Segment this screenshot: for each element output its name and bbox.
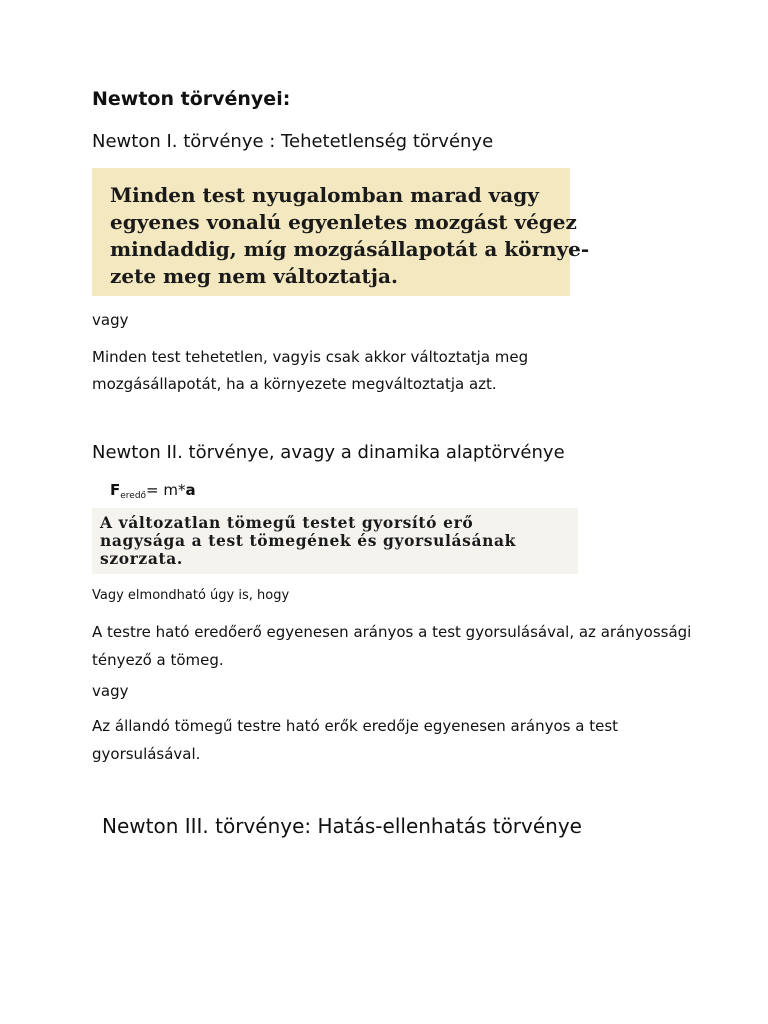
law1-or-label: vagy (92, 311, 129, 329)
law2-heading: Newton II. törvénye, avagy a dinamika alaptörvénye (92, 442, 565, 463)
formula-rest: = m* (146, 481, 186, 499)
law2-scan-line: szorzata. (100, 549, 183, 568)
formula-subscript: eredő (120, 491, 147, 501)
law2-alt-text-1: A testre ható eredőerő egyenesen arányos a test gyorsulásával, az arányossági tényező a tömeg. (92, 623, 692, 669)
law3-heading: Newton III. törvénye: Hatás-ellenhatás törvénye (102, 814, 582, 838)
law2-or-label: vagy (92, 682, 129, 700)
law2-scanned-excerpt (92, 508, 578, 574)
law2-scan-line: A változatlan tömegű testet gyorsító erő (100, 513, 474, 532)
law1-heading: Newton I. törvénye : Tehetetlenség törvénye (92, 131, 494, 152)
law1-scan-line: Minden test nyugalomban marad vagy (110, 183, 539, 207)
law1-scan-line: egyenes vonalú egyenletes mozgást végez (110, 210, 577, 234)
page-title: Newton törvényei: (92, 88, 291, 110)
formula-force-symbol: F (110, 481, 121, 499)
law1-scan-line: zete meg nem változtatja. (110, 264, 398, 288)
law1-scanned-excerpt (92, 168, 590, 296)
law2-scan-line: nagysága a test tömegének és gyorsulásának (100, 531, 516, 550)
law2-intro: Vagy elmondható úgy is, hogy (92, 588, 290, 603)
law2-formula (110, 481, 196, 501)
formula-accel: a (185, 481, 196, 499)
law2-alt-text-2: Az állandó tömegű testre ható erők eredője egyenesen arányos a test gyorsulásával. (92, 717, 619, 763)
law1-scan-line: mindaddig, míg mozgásállapotát a környe- (110, 237, 590, 261)
law1-alt-text: Minden test tehetetlen, vagyis csak akkor változtatja meg mozgásállapotát, ha a környezete megváltoztatja azt. (92, 348, 529, 393)
